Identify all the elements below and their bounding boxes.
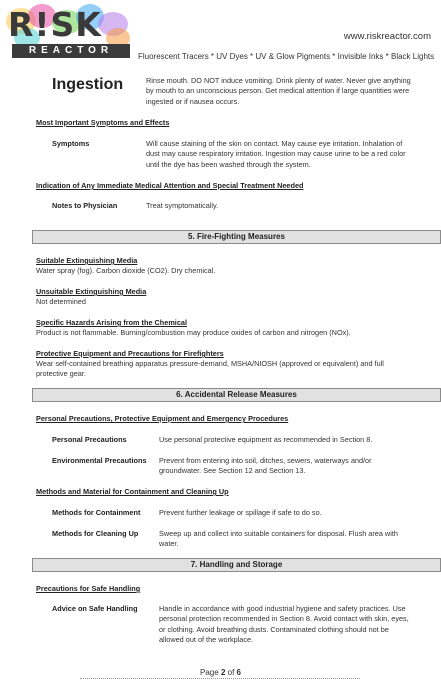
methods-heading: Methods and Material for Containment and Cleaning Up <box>36 487 229 496</box>
page-of: of <box>227 668 235 677</box>
indication-heading: Indication of Any Immediate Medical Attention and Special Treatment Needed <box>36 181 304 190</box>
risk-reactor-logo <box>6 6 134 64</box>
suitable-heading: Suitable Extinguishing Media <box>36 256 138 265</box>
section-6-bar: 6. Accidental Release Measures <box>32 388 441 402</box>
section-7-bar: 7. Handling and Storage <box>32 558 441 572</box>
cleaning-text: Sweep up and collect into suitable containers for disposal. Flush area with water. <box>159 529 398 549</box>
environmental-label: Environmental Precautions <box>52 456 147 465</box>
page-header <box>0 0 441 68</box>
containment-label: Methods for Containment <box>52 508 141 517</box>
environmental-text: Prevent from entering into soil, ditches, sewers, waterways and/or groundwater. See Section 12 and Section 13. <box>159 456 372 476</box>
suitable-text: Water spray (fog). Carbon dioxide (CO2). Dry chemical. <box>36 266 216 275</box>
section-5-bar: 5. Fire-Fighting Measures <box>32 230 441 244</box>
safe-handling-heading: Precautions for Safe Handling <box>36 584 141 593</box>
symptoms-label: Symptoms <box>52 139 90 148</box>
logo-wordmark: R!SK <box>8 5 102 44</box>
containment-text: Prevent further leakage or spillage if safe to do so. <box>159 508 322 517</box>
symptoms-heading: Most Important Symptoms and Effects <box>36 118 170 127</box>
personal-heading: Personal Precautions, Protective Equipment and Emergency Procedures <box>36 414 289 423</box>
page-number: 2 <box>220 668 226 677</box>
hazards-heading: Specific Hazards Arising from the Chemical <box>36 318 187 327</box>
unsuitable-heading: Unsuitable Extinguishing Media <box>36 287 147 296</box>
page-footer <box>0 668 441 677</box>
ingestion-text: Rinse mouth. DO NOT induce vomiting. Drink plenty of water. Never give anything by mouth to an unconscious person. Get medical attention if large quantities were ingested or if nausea occurs. <box>146 76 411 106</box>
cleaning-label: Methods for Cleaning Up <box>52 529 139 538</box>
advice-label: Advice on Safe Handling <box>52 604 138 613</box>
advice-text: Handle in accordance with good industrial hygiene and safety practices. Use personal protection recommended in Section 8. Avoid contact with skin, eyes, or clothing. Avoid breathing dusts. Contaminated clothing should not be allowed out of the workplace. <box>159 604 409 645</box>
page-total: 6 <box>236 668 241 677</box>
hazards-text: Product is not flammable. Burning/combustion may produce oxides of carbon and nitrogen (NOx). <box>36 328 351 337</box>
symptoms-text: Will cause staining of the skin on contact. May cause eye irritation. Inhalation of dust may cause respiratory irritation. Ingestion may cause urine to be a red color until the dye has been washed through the system. <box>146 139 406 169</box>
unsuitable-text: Not determined <box>36 297 86 306</box>
ingestion-label: Ingestion <box>52 76 124 93</box>
website-url[interactable]: www.riskreactor.com <box>343 31 431 42</box>
protective-text: Wear self-contained breathing apparatus pressure-demand, MSHA/NIOSH (approved or equivalent) and full protective gear. <box>36 359 384 379</box>
personal-label: Personal Precautions <box>52 435 127 444</box>
page-prefix: Page <box>200 668 219 677</box>
notes-label: Notes to Physician <box>52 201 118 210</box>
header-tagline: Fluorescent Tracers * UV Dyes * UV & Glow Pigments * Invisible Inks * Black Lights <box>138 52 435 61</box>
logo-subtitle: REACTOR <box>12 44 130 58</box>
personal-text: Use personal protective equipment as recommended in Section 8. <box>159 435 373 444</box>
protective-heading: Protective Equipment and Precautions for Firefighters <box>36 349 224 358</box>
notes-text: Treat symptomatically. <box>146 201 219 210</box>
